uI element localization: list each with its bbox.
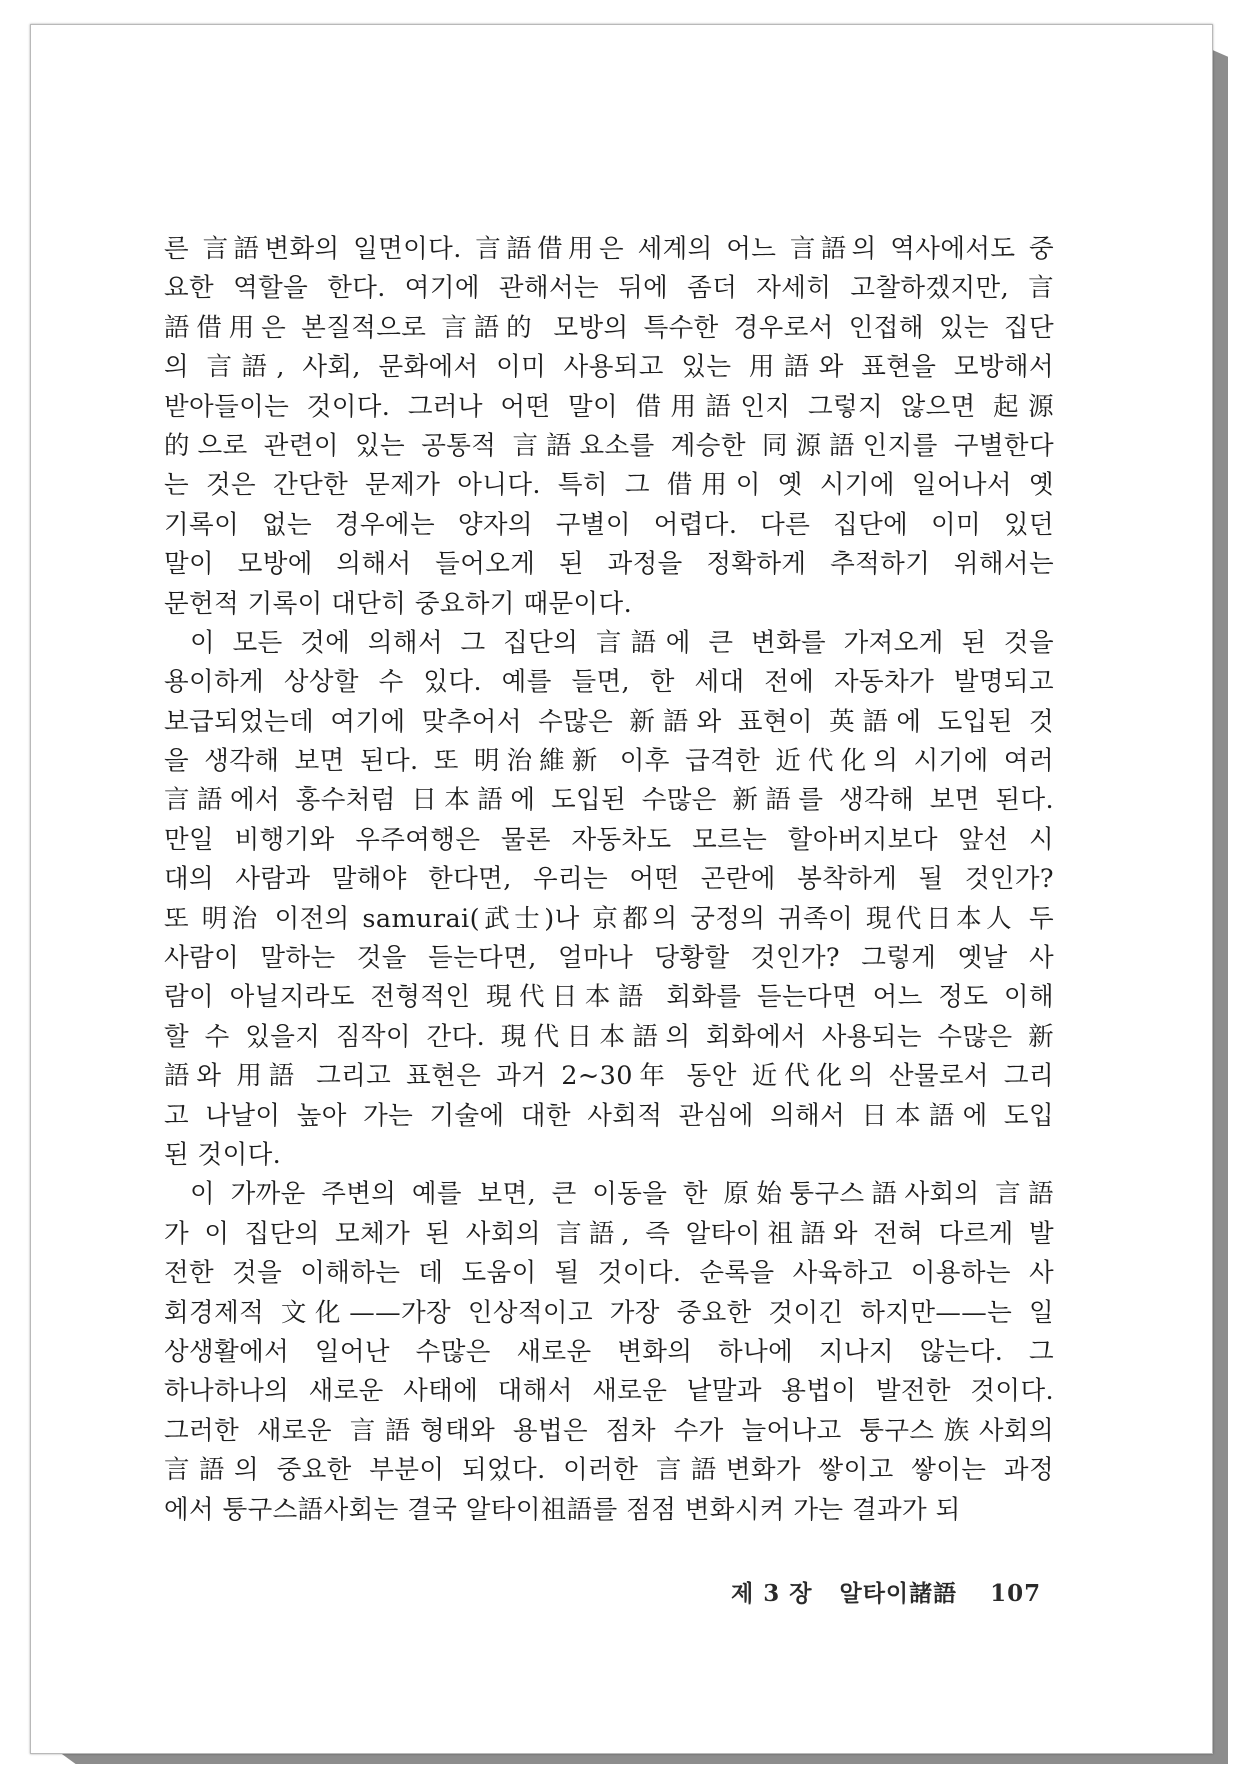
text-line: 람이 아닐지라도 전형적인 現代日本語 회화를 듣는다면 어느 정도 이해 bbox=[164, 982, 1054, 1013]
text-line: 요한 역할을 한다. 여기에 관해서는 뒤에 좀더 자세히 고찰하겠지만, 言 bbox=[164, 273, 1054, 304]
text-line: 에서 퉁구스語사회는 결국 알타이祖語를 점점 변화시켜 가는 결과가 되 bbox=[164, 1494, 961, 1525]
text-line: 이 모든 것에 의해서 그 집단의 言語에 큰 변화를 가져오게 된 것을 bbox=[190, 627, 1054, 658]
paragraph bbox=[164, 1175, 1054, 1530]
text-line: 의 言語, 사회, 문화에서 이미 사용되고 있는 用語와 표현을 모방해서 bbox=[164, 352, 1054, 383]
text-line: 的으로 관련이 있는 공통적 言語요소를 계승한 同源語인지를 구별한다 bbox=[164, 430, 1054, 461]
text-line: 보급되었는데 여기에 맞추어서 수많은 新語와 표현이 英語에 도입된 것 bbox=[164, 706, 1054, 737]
text-line: 전한 것을 이해하는 데 도움이 될 것이다. 순록을 사육하고 이용하는 사 bbox=[164, 1258, 1054, 1289]
text-line: 語와 用語 그리고 표현은 과거 2~30年 동안 近代化의 산물로서 그리 bbox=[164, 1061, 1054, 1092]
text-line: 이 가까운 주변의 예를 보면, 큰 이동을 한 原始퉁구스語사회의 言語 bbox=[190, 1179, 1054, 1210]
paragraph bbox=[164, 230, 1054, 624]
text-line: 용이하게 상상할 수 있다. 예를 들면, 한 세대 전에 자동차가 발명되고 bbox=[164, 667, 1054, 698]
text-line: 가 이 집단의 모체가 된 사회의 言語, 즉 알타이祖語와 전혀 다르게 발 bbox=[164, 1218, 1054, 1249]
text-line: 른 言語변화의 일면이다. 言語借用은 세계의 어느 言語의 역사에서도 중 bbox=[164, 234, 1054, 264]
text-line: 그러한 새로운 言語형태와 용법은 점차 수가 늘어나고 퉁구스族사회의 bbox=[164, 1415, 1054, 1446]
text-line: 사람이 말하는 것을 듣는다면, 얼마나 당황할 것인가? 그렇게 옛날 사 bbox=[164, 943, 1054, 974]
text-line: 을 생각해 보면 된다. 또 明治維新 이후 급격한 近代化의 시기에 여러 bbox=[164, 746, 1054, 777]
text-line: 상생활에서 일어난 수많은 새로운 변화의 하나에 지나지 않는다. 그 bbox=[164, 1336, 1054, 1367]
text-line: 는 것은 간단한 문제가 아니다. 특히 그 借用이 옛 시기에 일어나서 옛 bbox=[164, 470, 1054, 501]
text-line: 言語에서 홍수처럼 日本語에 도입된 수많은 新語를 생각해 보면 된다. bbox=[164, 785, 1054, 816]
text-line: 할 수 있을지 짐작이 간다. 現代日本語의 회화에서 사용되는 수많은 新 bbox=[164, 1021, 1054, 1052]
text-line: 하나하나의 새로운 사태에 대해서 새로운 낱말과 용법이 발전한 것이다. bbox=[164, 1376, 1054, 1407]
text-line: 기록이 없는 경우에는 양자의 구별이 어렵다. 다른 집단에 이미 있던 bbox=[164, 509, 1054, 540]
text-line: 문헌적 기록이 대단히 중요하기 때문이다. bbox=[164, 588, 633, 619]
paragraph bbox=[164, 624, 1054, 1175]
footer-title: 알타이諸語 bbox=[839, 1580, 958, 1607]
text-line: 語借用은 본질적으로 言語的 모방의 특수한 경우로서 인접해 있는 집단 bbox=[164, 312, 1054, 343]
text-line: 대의 사람과 말해야 한다면, 우리는 어떤 곤란에 봉착하게 될 것인가? bbox=[164, 864, 1054, 895]
text-line: 받아들이는 것이다. 그러나 어떤 말이 借用語인지 그렇지 않으면 起源 bbox=[164, 391, 1054, 422]
book-page bbox=[30, 24, 1213, 1754]
text-line: 고 나날이 높아 가는 기술에 대한 사회적 관심에 의해서 日本語에 도입 bbox=[164, 1100, 1054, 1131]
text-line: 만일 비행기와 우주여행은 물론 자동차도 모르는 할아버지보다 앞선 시 bbox=[164, 824, 1054, 855]
footer-chapter: 제 3 장 bbox=[731, 1580, 813, 1607]
text-line: 말이 모방에 의해서 들어오게 된 과정을 정확하게 추적하기 위해서는 bbox=[164, 549, 1054, 580]
text-line: 또 明治 이전의 samurai(武士)나 京都의 궁정의 귀족이 現代日本人 두 bbox=[164, 903, 1054, 934]
running-footer bbox=[731, 1575, 1041, 1608]
text-line: 된 것이다. bbox=[164, 1139, 282, 1170]
text-line: 회경제적 文化——가장 인상적이고 가장 중요한 것이긴 하지만——는 일 bbox=[164, 1297, 1054, 1328]
text-line: 言語의 중요한 부분이 되었다. 이러한 言語변화가 쌓이고 쌓이는 과정 bbox=[164, 1455, 1054, 1486]
body-text bbox=[164, 230, 1054, 1530]
page-number: 107 bbox=[990, 1580, 1042, 1607]
